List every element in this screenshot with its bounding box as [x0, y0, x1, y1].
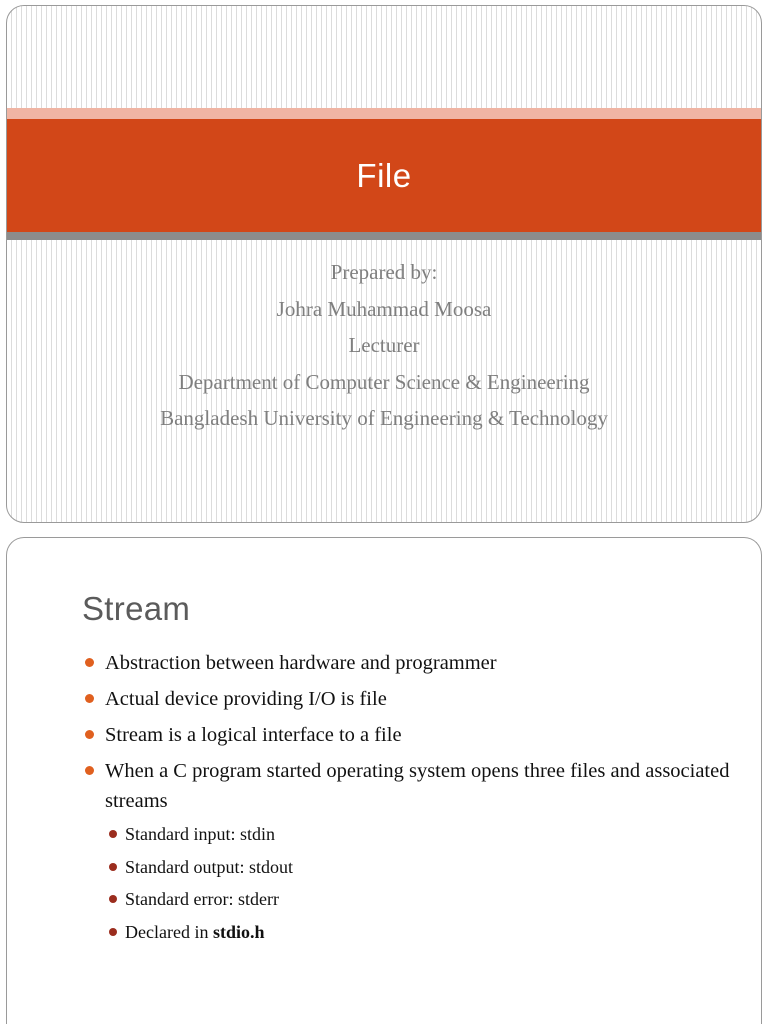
sub-list-item	[105, 822, 733, 847]
university-name: Bangladesh University of Engineering & Technology	[160, 406, 608, 430]
slide-heading: Stream	[82, 590, 191, 627]
sub-list-item	[105, 920, 733, 945]
department-name: Department of Computer Science & Engineering	[178, 369, 590, 394]
sub-bullet-text: Standard input: stdin	[125, 824, 275, 844]
prepared-by-label: Prepared by:	[330, 260, 438, 284]
list-item	[83, 720, 733, 750]
sub-bullet-icon	[109, 895, 117, 903]
bullet-icon	[85, 694, 94, 703]
bullet-text: Stream is a logical interface to a file	[105, 724, 402, 746]
sub-list-item	[105, 887, 733, 912]
bullet-text: Actual device providing I/O is file	[105, 688, 387, 710]
sub-bullet-text: Standard output: stdout	[125, 856, 293, 877]
title-slide	[6, 5, 762, 523]
accent-band-bottom	[7, 232, 761, 240]
bullet-list	[83, 648, 733, 952]
sub-bullet-icon	[109, 830, 117, 838]
title-band	[7, 119, 761, 232]
bullet-text: Abstraction between hardware and programmer	[105, 652, 497, 674]
list-item	[83, 684, 733, 714]
slide-title: File	[356, 156, 412, 194]
declared-in-text: Declared in	[125, 921, 213, 942]
content-slide	[6, 537, 762, 1024]
header-file-name: stdio.h	[212, 921, 265, 942]
bullet-icon	[85, 766, 94, 775]
sub-bullet-icon	[109, 928, 117, 936]
list-item	[83, 648, 733, 678]
accent-band-top	[7, 108, 761, 119]
bullet-icon	[85, 658, 94, 667]
bullet-text: When a C program started operating system opens three files and associated streams	[105, 760, 730, 812]
sub-list-item	[105, 855, 733, 880]
sub-bullet-icon	[109, 863, 117, 871]
author-name: Johra Muhammad Moosa	[276, 296, 492, 321]
author-role: Lecturer	[348, 333, 420, 357]
credits-block	[7, 254, 761, 437]
sub-bullet-text: Standard error: stderr	[125, 889, 279, 909]
list-item	[83, 756, 733, 816]
bullet-icon	[85, 730, 94, 739]
